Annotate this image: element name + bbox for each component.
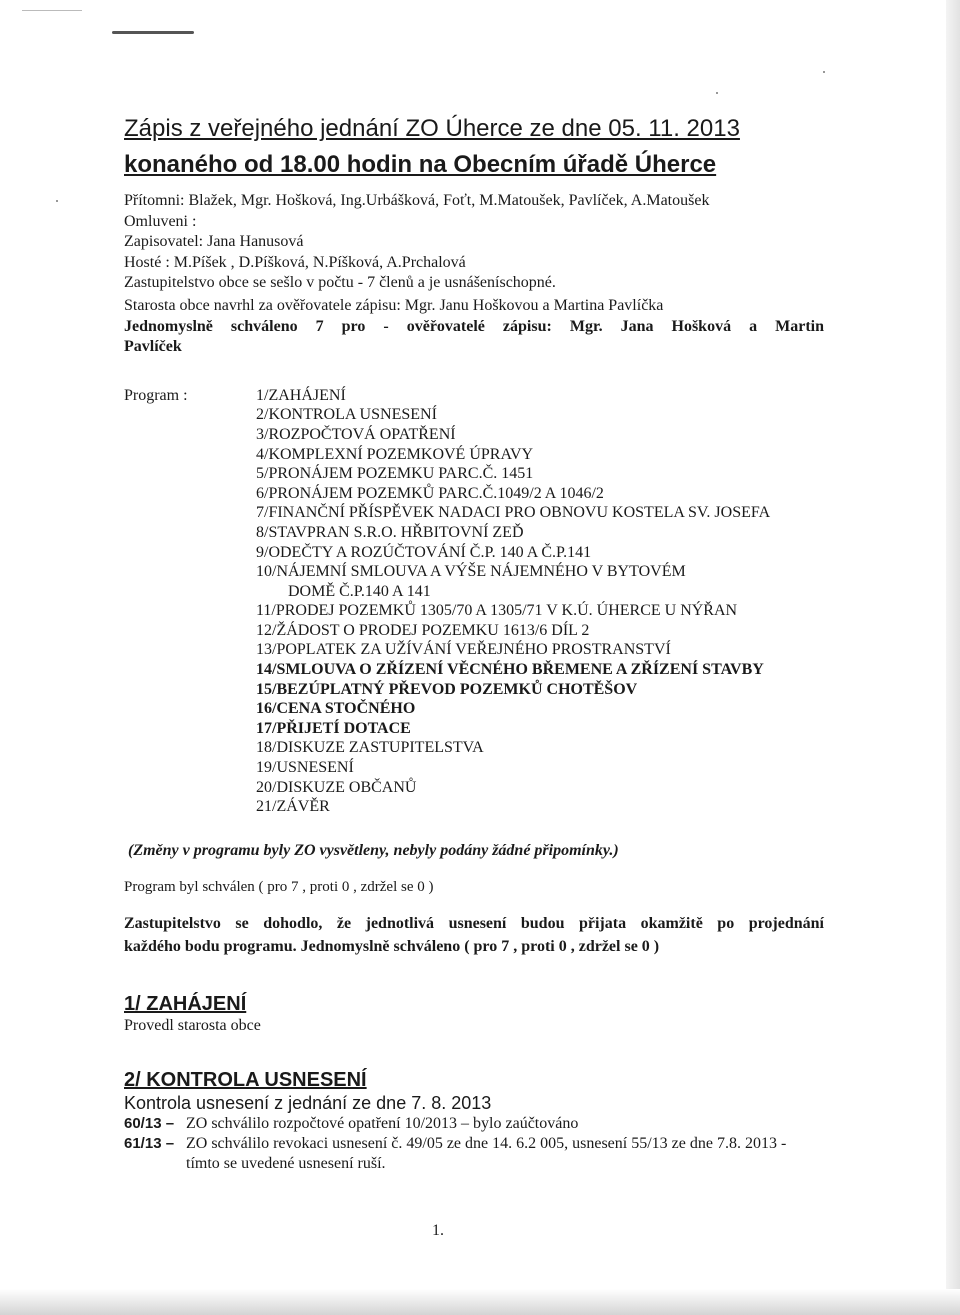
program-item: 6/PRONÁJEM POZEMKŮ PARC.Č.1049/2 A 1046/2: [256, 484, 604, 502]
excused-line: Omluveni :: [124, 212, 197, 230]
program-item: 9/ODEČTY A ROZÚČTOVÁNÍ Č.P. 140 A Č.P.141: [256, 543, 592, 561]
program-item: 18/DISKUZE ZASTUPITELSTVA: [256, 739, 484, 757]
program-item: 7/FINANČNÍ PŘÍSPĚVEK NADACI PRO OBNOVU KOSTELA SV. JOSEFA: [256, 504, 771, 522]
program-item: 15/BEZÚPLATNÝ PŘEVOD POZEMKŮ CHOTĚŠOV: [256, 680, 638, 698]
program-item: 17/PŘIJETÍ DOTACE: [256, 719, 411, 737]
program-item: 12/ŽÁDOST O PRODEJ POZEMKU 1613/6 DÍL 2: [256, 621, 590, 639]
program-item: 19/USNESENÍ: [256, 759, 354, 777]
program-item: 1/ZAHÁJENÍ: [256, 386, 346, 404]
program-item: 3/ROZPOČTOVÁ OPATŘENÍ: [256, 425, 456, 443]
resolution-item: [124, 1114, 824, 1134]
scan-speck: [716, 92, 718, 94]
section-intro: Kontrola usnesení z jednání ze dne 7. 8. 2013: [124, 1092, 492, 1113]
program-item: 16/CENA STOČNÉHO: [256, 700, 416, 718]
section-heading: 1/ ZAHÁJENÍ: [124, 992, 247, 1015]
program-item: 5/PRONÁJEM POZEMKU PARC.Č. 1451: [256, 465, 534, 483]
program-item: 20/DISKUZE OBČANŮ: [256, 778, 417, 796]
program-block: [124, 386, 824, 817]
agreement-paragraph: [124, 912, 824, 958]
guests-line: Hosté : M.Píšek , D.Píšková, N.Píšková, A.Prchalová: [124, 253, 466, 271]
scan-speck: [823, 71, 825, 73]
section-text: Provedl starosta obce: [124, 1016, 261, 1034]
program-item: 11/PRODEJ POZEMKŮ 1305/70 A 1305/71 V K.Ú. ÚHERCE U NÝŘAN: [256, 602, 738, 620]
agreement-line: Zastupitelstvo se dohodlo, že jednotlivá usnesení budou přijata okamžitě po projednání: [124, 914, 824, 932]
resolution-item: [124, 1134, 824, 1174]
resolution-number: 61/13 –: [124, 1134, 175, 1152]
section-kontrola-usneseni: [124, 1068, 824, 1174]
scan-speck: [56, 200, 58, 202]
program-item: 2/KONTROLA USNESENÍ: [256, 406, 437, 424]
program-item: 4/KOMPLEXNÍ POZEMKOVÉ ÚPRAVY: [256, 445, 534, 463]
verifiers-approved: Jednomyslně schváleno 7 pro - ověřovatelé zápisu: Mgr. Jana Hošková a Martin: [124, 317, 824, 335]
document-title: Zápis z veřejného jednání ZO Úherce ze dne 05. 11. 2013: [124, 115, 740, 142]
resolution-text: ZO schválilo rozpočtové opatření 10/2013 – bylo zaúčtováno: [186, 1114, 579, 1132]
document: [124, 113, 824, 1174]
present-line: Přítomni: Blažek, Mgr. Hošková, Ing.Urbášková, Foťt, M.Matoušek, Pavlíček, A.Matoušek: [124, 192, 710, 209]
recorder-line: Zapisovatel: Jana Hanusová: [124, 233, 304, 251]
resolution-text: ZO schválilo revokaci usnesení č. 49/05 ze dne 14. 6.2 005, usnesení 55/13 ze dne 7.8. 2013 - tímto se uvedené usnesení ruší.: [186, 1134, 787, 1172]
program-item: 10/NÁJEMNÍ SMLOUVA A VÝŠE NÁJEMNÉHO V BYTOVÉM: [256, 563, 686, 581]
program-approved: Program byl schválen ( pro 7 , proti 0 , zdržel se 0 ): [124, 878, 434, 895]
program-item: 13/POPLATEK ZA UŽÍVÁNÍ VEŘEJNÉHO PROSTRANSTVÍ: [256, 641, 671, 659]
resolution-number: 60/13 –: [124, 1114, 175, 1132]
meeting-header: [124, 191, 824, 358]
section-zahajeni: [124, 992, 824, 1036]
program-item: 21/ZÁVĚR: [256, 798, 330, 816]
program-item: 14/SMLOUVA O ZŘÍZENÍ VĚCNÉHO BŘEMENE A ZŘÍZENÍ STAVBY: [256, 661, 764, 679]
verifiers-proposal: Starosta obce navrhl za ověřovatele zápisu: Mgr. Janu Hoškovou a Martina Pavlíčka: [124, 296, 664, 314]
scan-edge-right: [946, 0, 960, 1315]
program-list: [256, 386, 770, 817]
agreement-line: každého bodu programu. Jednomyslně schváleno ( pro 7 , proti 0 , zdržel se 0 ): [124, 937, 660, 955]
program-note: (Změny v programu byly ZO vysvětleny, nebyly podány žádné připomínky.): [128, 841, 619, 859]
page-number: 1.: [432, 1222, 444, 1239]
section-heading: 2/ KONTROLA USNESENÍ: [124, 1068, 367, 1091]
document-subtitle: konaného od 18.00 hodin na Obecním úřadě Úherce: [124, 151, 717, 178]
program-item-continuation: DOMĚ Č.P.140 A 141: [288, 582, 431, 600]
quorum-line: Zastupitelstvo obce se sešlo v počtu - 7 členů a je usnášeníschopné.: [124, 274, 556, 292]
program-label: Program :: [124, 386, 188, 404]
verifiers-approved-cont: Pavlíček: [124, 338, 182, 356]
scan-artifact-mark: [112, 31, 194, 34]
scan-artifact-line: [22, 10, 82, 11]
program-item: 8/STAVPRAN S.R.O. HŘBITOVNÍ ZEĎ: [256, 523, 524, 541]
scan-edge-bottom: [0, 1289, 960, 1315]
